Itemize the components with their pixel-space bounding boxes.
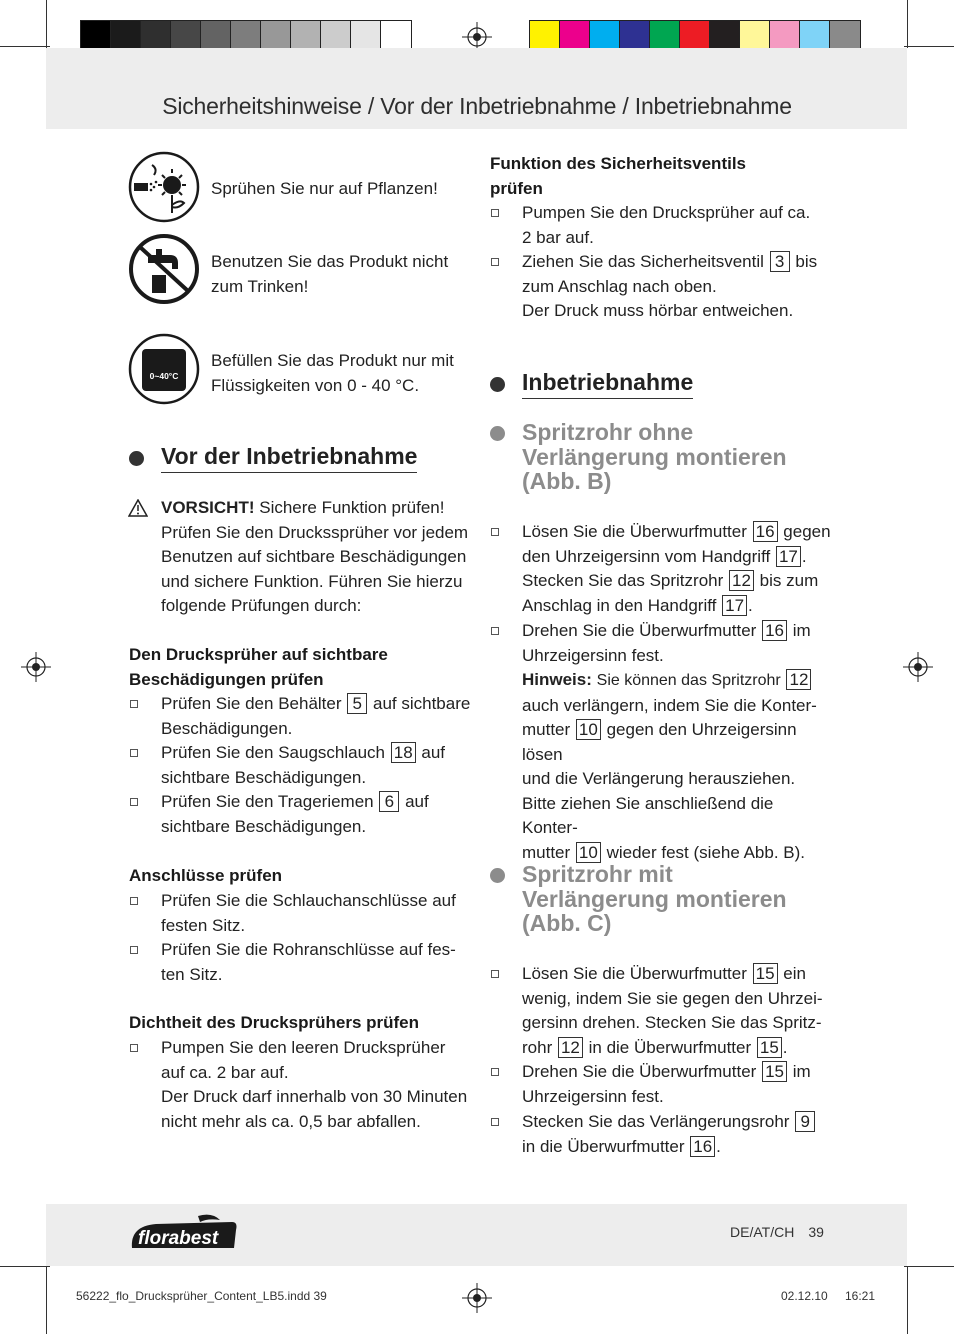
list-item: Ziehen Sie das Sicherheitsventil 3 bis zum Anschlag nach oben. Der Druck muss hörbar entweichen. [522,250,842,324]
gray-swatch [171,21,201,51]
icon-caption [211,349,471,398]
crop-mark [907,0,908,48]
gray-swatch [381,21,411,51]
part-ref: 12 [786,669,811,690]
section-heading [490,369,693,399]
no-drinking-icon [128,233,200,305]
checkbox-square-icon [491,528,499,536]
bullet-dot-icon [490,377,505,392]
process-swatch [530,21,560,51]
subheading-line: Den Drucksprüher auf sichtbare [129,645,388,664]
temperature-label: 0~40°C [149,371,179,381]
part-ref: 10 [576,842,601,863]
crop-mark [46,1266,47,1334]
part-ref: 12 [729,570,754,591]
process-swatch [710,21,740,51]
warning-label: VORSICHT! [161,498,255,517]
list-item: Lösen Sie die Überwurfmutter 16 gegen den Uhrzeigersinn vom Handgriff 17 . Stecken Sie das Spritzrohr 12 bis zum Anschlag in den Handgriff 17 . [522,520,832,618]
subsection-heading: Spritzrohr mit Verlängerung montieren (Abb. C) [522,862,787,936]
subheading-valve: Funktion des Sicherheitsventils prüfen [490,154,747,198]
process-swatch [770,21,800,51]
temperature-icon [128,333,200,405]
process-swatch [650,21,680,51]
slug-file: 56222_flo_Drucksprüher_Content_LB5.indd 39 [76,1289,327,1303]
list-item: Prüfen Sie den Trageriemen 6 auf sichtbare Beschädigungen. [161,790,481,839]
checkbox-square-icon [130,749,138,757]
process-swatch [830,21,860,51]
subheading-tightness: Dichtheit des Drucksprühers prüfen [129,1013,420,1032]
checkbox-square-icon [491,970,499,978]
registration-mark-icon [462,1283,492,1313]
slug-date: 02.12.10 [781,1289,828,1303]
hint-label: Hinweis: [522,670,592,689]
footer-page-info [730,1224,838,1240]
checkbox-square-icon [130,946,138,954]
list-item: Drehen Sie die Überwurfmutter 16 im Uhrzeigersinn fest. Hinweis: Sie können das Spritzrohr 12 auch verlängern, indem Sie die Konter- mutter 10 gegen den Uhrzeigersinn lösen und die Verlängerung herausziehen. Bitte ziehen Sie anschließend die Konter- mutter 10 wieder fest (siehe Abb. B). [522,619,832,865]
checkbox-square-icon [130,1044,138,1052]
subheading-damage [129,643,469,692]
checkbox-square-icon [130,897,138,905]
icon-caption [211,250,471,299]
icon-caption: Sprühen Sie nur auf Pflanzen! [211,179,438,198]
part-ref: 17 [722,595,747,616]
process-swatch [590,21,620,51]
warning-title: Sichere Funktion prüfen! [259,498,445,517]
part-ref: 18 [391,742,416,763]
crop-mark [46,0,47,48]
subheading-line: Beschädigungen prüfen [129,669,324,689]
florabest-logo [128,1212,240,1252]
process-swatch [560,21,590,51]
checkbox-square-icon [130,700,138,708]
process-swatch [740,21,770,51]
section-heading [129,443,417,473]
gray-swatch [201,21,231,51]
subsection-heading: Spritzrohr ohne Verlängerung montieren (Abb. B) [522,420,787,494]
checkbox-square-icon [491,209,499,217]
gray-swatch [111,21,141,51]
bullet-dot-icon [490,426,505,441]
checkbox-square-icon [491,1118,499,1126]
registration-mark-icon [21,652,51,682]
page-number: 39 [808,1224,824,1240]
process-swatch [800,21,830,51]
crop-mark [904,1266,954,1267]
bullet-dot-icon [129,451,144,466]
gray-swatch [321,21,351,51]
warning-triangle-icon [128,499,148,517]
checkbox-square-icon [491,1068,499,1076]
process-swatch [620,21,650,51]
part-ref: 15 [757,1037,782,1058]
part-ref: 3 [770,251,790,272]
list-item: Prüfen Sie den Behälter 5 auf sichtbare Beschädigungen. [161,692,481,741]
part-ref: 6 [379,791,399,812]
crop-mark [907,1266,908,1334]
list-item: Lösen Sie die Überwurfmutter 15 ein wenig, indem Sie sie gegen den Uhrzei- gersinn drehen. Stecken Sie das Spritz- rohr 12 in die Überwurfmutter 15 . [522,962,832,1060]
list-item: Pumpen Sie den leeren Drucksprüher auf ca. 2 bar auf. Der Druck darf innerhalb von 30 Minuten nicht mehr als ca. 0,5 bar abfallen. [161,1036,481,1134]
section-heading-label: Inbetriebnahme [522,369,693,399]
list-item: Stecken Sie das Verlängerungsrohr 9 in die Überwurfmutter 16 . [522,1110,832,1159]
part-ref: 16 [753,521,778,542]
warning-line: folgende Prüfungen durch: [161,596,362,615]
part-ref: 10 [576,719,601,740]
gray-swatch [81,21,111,51]
region-code: DE/AT/CH [730,1224,795,1240]
list-item: Prüfen Sie den Saugschlauch 18 auf sichtbare Beschädigungen. [161,741,481,790]
bullet-dot-icon [490,868,505,883]
checkbox-square-icon [491,258,499,266]
page-title: Sicherheitshinweise / Vor der Inbetriebnahme / Inbetriebnahme [162,93,792,119]
gray-swatch [231,21,261,51]
logo-text: florabest [138,1228,219,1249]
slug-time: 16:21 [845,1289,876,1303]
part-ref: 5 [347,693,367,714]
registration-mark-icon [903,652,933,682]
crop-mark [0,1266,50,1267]
part-ref: 9 [795,1111,815,1132]
gray-swatch [351,21,381,51]
part-ref: 12 [558,1037,583,1058]
spray-plants-icon [128,151,200,223]
part-ref: 16 [690,1136,715,1157]
list-item: Drehen Sie die Überwurfmutter 15 im Uhrzeigersinn fest. [522,1060,832,1109]
warning-line: Benutzen auf sichtbare Beschädigungen [161,547,467,566]
part-ref: 16 [762,620,787,641]
gray-swatch [261,21,291,51]
list-item: Prüfen Sie die Schlauchanschlüsse auf festen Sitz. [161,889,481,938]
process-swatch [680,21,710,51]
list-item: Pumpen Sie den Drucksprüher auf ca. 2 bar auf. [522,201,842,250]
warning-block [161,496,471,619]
subheading-connections: Anschlüsse prüfen [129,866,283,885]
part-ref: 17 [776,546,801,567]
section-heading-label: Vor der Inbetriebnahme [161,443,417,473]
icon-caption-text: Benutzen Sie das Produkt nicht zum Trinken! [211,252,449,296]
checkbox-square-icon [491,627,499,635]
warning-line: Prüfen Sie den Druckssprüher vor jedem [161,522,469,542]
icon-caption-text: Befüllen Sie das Produkt nur mit Flüssigkeiten von 0 - 40 °C. [211,351,454,395]
crop-mark [904,46,954,47]
warning-line: und sichere Funktion. Führen Sie hierzu [161,571,463,591]
part-ref: 15 [753,963,778,984]
gray-swatch [141,21,171,51]
list-item: Prüfen Sie die Rohranschlüsse auf fes- ten Sitz. [161,938,481,987]
gray-swatch [291,21,321,51]
checkbox-square-icon [130,798,138,806]
part-ref: 15 [762,1061,787,1082]
crop-mark [0,46,50,47]
